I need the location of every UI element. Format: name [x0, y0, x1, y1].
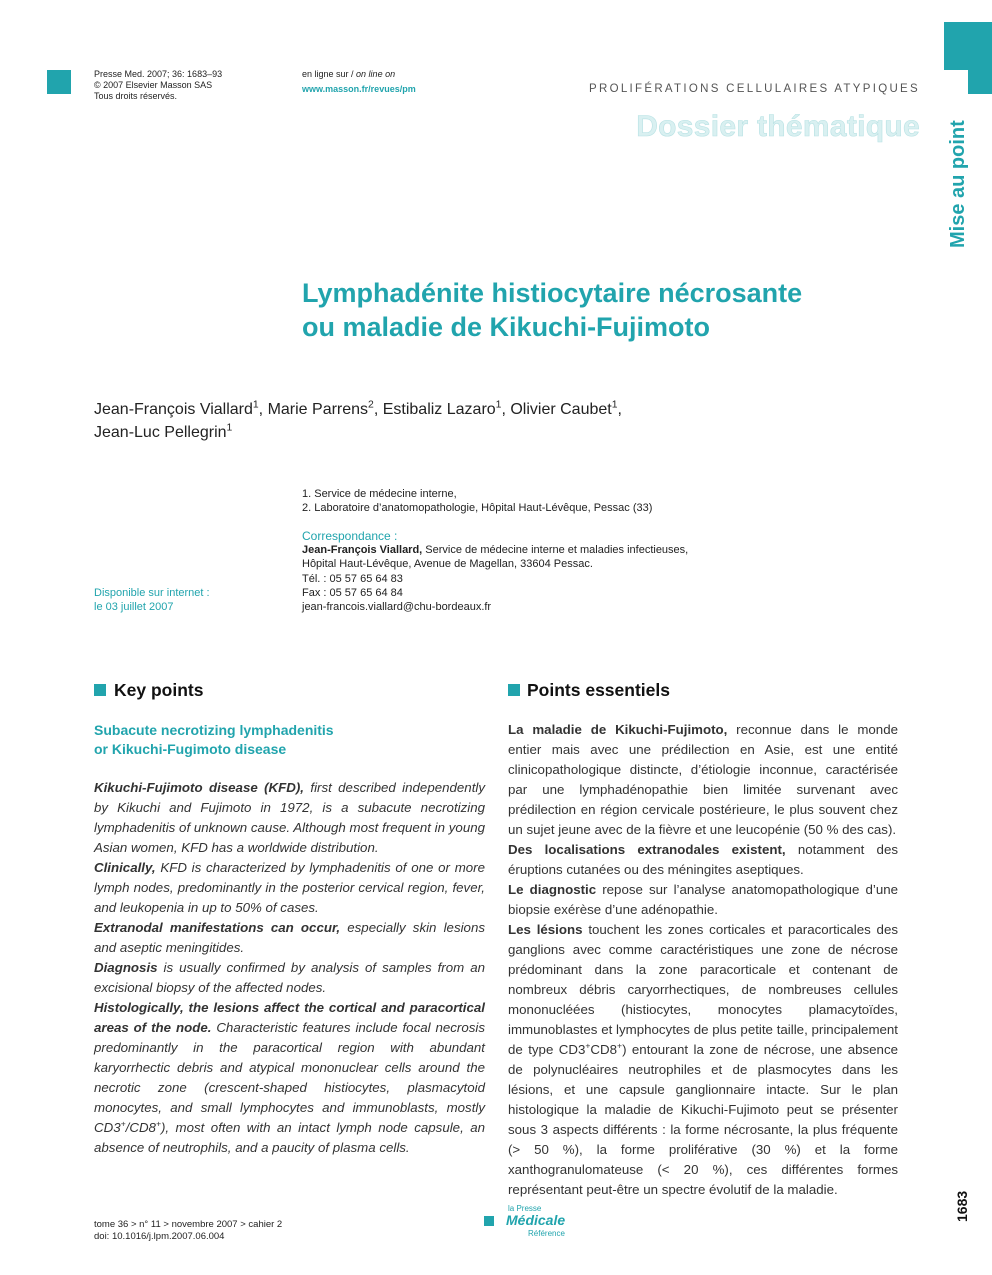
journal-url-link[interactable]: www.masson.fr/revues/pm: [302, 84, 416, 94]
point-paragraph: Le diagnostic repose sur l’analyse anatomopathologique d’une biopsie exérèse d’une adénopathie.: [508, 882, 899, 917]
point-paragraph: Les lésions touchent les zones corticales et paracorticales des ganglions avec comme caractéristiques une zone de nécrose prédominant dans la zone paracorticale et contenant de nombreux débris caryorrhectiques, de nombreuses cellules mononucléées (histiocytes, monocytes plamacytoïdes, immunoblastes et lymphocytes de plus petite taille, principalement de type CD3+CD8+) entourant la zone de nécrose, une absence de polynucléaires neutrophiles et de plasmocytes dans les lésions, et une capsule ganglionnaire intacte. Sur le plan histologique la maladie de Kikuchi-Fujimoto peut se présenter sous 3 aspects différents : la forme nécrosante, la plus fréquente (> 50 %), la forme proliférative (30 %) et la forme xanthogranulomateuse (< 20 %), ces différentes formes représentant peut-être un spectre évolutif de la maladie.: [508, 922, 898, 1197]
point-paragraph: Des localisations extranodales existent, notamment des éruptions cutanées ou des méningites aseptiques.: [508, 842, 898, 877]
citation-line: Presse Med. 2007; 36: 1683–93: [94, 69, 223, 79]
side-label: [947, 108, 970, 248]
correspondence-service: Service de médecine interne et maladies infectieuses,: [422, 544, 689, 557]
citation-block: [94, 69, 222, 102]
doi-line: doi: 10.1016/j.lpm.2007.06.004: [94, 1231, 225, 1242]
points-essentiels-heading: Points essentiels: [527, 680, 670, 700]
logo-square-icon: [484, 1216, 494, 1226]
subtitle-line: or Kikuchi-Fugimoto disease: [94, 741, 287, 757]
point-paragraph: La maladie de Kikuchi-Fujimoto, reconnue dans le monde entier mais avec une prédilection en Asie, est une entité clinicopathologique distincte, d’étiologie inconnue, caractérisée par une lymphadénopathie bien limitée survenant avec prédilection en région cervicale postérieure, le plus souvent chez un sujet jeune avec de la fièvre et une leucopénie (50 % des cas).: [508, 722, 898, 837]
corner-block-right-top: [944, 22, 992, 70]
title-line: ou maladie de Kikuchi-Fujimoto: [302, 312, 711, 342]
points-essentiels-bullet-icon: [508, 684, 520, 696]
dossier-title: Dossier thématique: [636, 110, 920, 143]
key-point-paragraph: Diagnosis is usually confirmed by analysis of samples from an excisional biopsy of the affected nodes.: [94, 960, 485, 995]
page-number: 1683: [954, 1190, 970, 1222]
author: Estibaliz Lazaro$^1$,: [382, 399, 511, 418]
footer-issue: [94, 1219, 282, 1243]
side-label-text: Mise au point: [947, 120, 969, 248]
corner-block-right-side: [968, 70, 992, 94]
key-points-subtitle: [94, 721, 334, 759]
key-points-heading: Key points: [114, 680, 204, 700]
article-title: [302, 276, 802, 344]
availability-line: Disponible sur internet :: [94, 587, 210, 599]
points-essentiels-body: [508, 720, 898, 1200]
key-point-paragraph: Histologically, the lesions affect the cortical and paracortical areas of the node. Characteristic features include focal necrosis predominantly in the paracortical region with abundant karyorrhectic debris and atypical mononuclear cells around the necrotic zone (crescent-shaped histiocytes, plasmacytoid monocytes, and small lymphocytes and immunoblasts, mostly CD3+/CD8+), most often with an intact lymph node capsule, an absence of neutrophils, and a paucity of plasma cells.: [94, 1000, 485, 1155]
author: Jean-Luc Pellegrin$^1$: [94, 422, 233, 441]
author: Olivier Caubet$^1$,: [510, 399, 622, 418]
corner-square-left: [47, 70, 71, 94]
affiliation: 1. Service de médecine interne,: [302, 488, 457, 500]
title-line: Lymphadénite histiocytaire nécrosante: [302, 278, 803, 308]
author: Jean-François Viallard$^1$,: [94, 399, 268, 418]
logo-bottom: Référence: [528, 1229, 565, 1238]
logo-main: Médicale: [506, 1212, 566, 1228]
key-point-paragraph: Extranodal manifestations can occur, especially skin lesions and aseptic meningitides.: [94, 920, 485, 955]
citation-line: Tous droits réservés.: [94, 91, 178, 101]
online-suffix: on line on: [356, 69, 396, 79]
logo-top: la Presse: [508, 1204, 542, 1213]
subtitle-line: Subacute necrotizing lymphadenitis: [94, 722, 334, 738]
correspondence-address: Hôpital Haut-Lévêque, Avenue de Magellan, 33604 Pessac.: [302, 558, 593, 571]
citation-line: © 2007 Elsevier Masson SAS: [94, 80, 213, 90]
correspondence-heading: Correspondance :: [302, 529, 398, 543]
online-prefix: en ligne sur /: [302, 69, 354, 79]
key-point-paragraph: Clinically, KFD is characterized by lymphadenitis of one or more lymph nodes, predominantly in the posterior cervical region, fever, and leukopenia in up to 50% of cases.: [94, 860, 485, 915]
key-points-bullet-icon: [94, 684, 106, 696]
author: Marie Parrens$^2$,: [267, 399, 383, 418]
online-block: [302, 69, 416, 95]
section-label: PROLIFÉRATIONS CELLULAIRES ATYPIQUES: [589, 83, 920, 95]
journal-logo: [484, 1204, 594, 1240]
issue-line: tome 36 > n° 11 > novembre 2007 > cahier 2: [94, 1219, 283, 1230]
page-number-wrap: [954, 1162, 972, 1222]
correspondence-tel: Tél. : 05 57 65 64 83: [302, 572, 403, 585]
affiliations: [302, 487, 652, 515]
key-points-body: [94, 778, 485, 1158]
correspondence-email[interactable]: jean-francois.viallard@chu-bordeaux.fr: [302, 601, 492, 614]
availability: [94, 586, 210, 614]
key-point-paragraph: Kikuchi-Fujimoto disease (KFD), first described independently by Kikuchi and Fujimoto in 1972, is a subacute necrotizing lymphadenitis of unknown cause. Although most frequent in young Asian women, KFD has a worldwide distribution.: [94, 780, 485, 855]
correspondent-name: Jean-François Viallard,: [302, 544, 423, 557]
affiliation: 2. Laboratoire d’anatomopathologie, Hôpital Haut-Lévêque, Pessac (33): [302, 502, 653, 515]
correspondence: [302, 529, 688, 614]
authors: [94, 398, 654, 444]
correspondence-fax: Fax : 05 57 65 64 84: [302, 586, 403, 599]
availability-line: le 03 juillet 2007: [94, 601, 174, 614]
